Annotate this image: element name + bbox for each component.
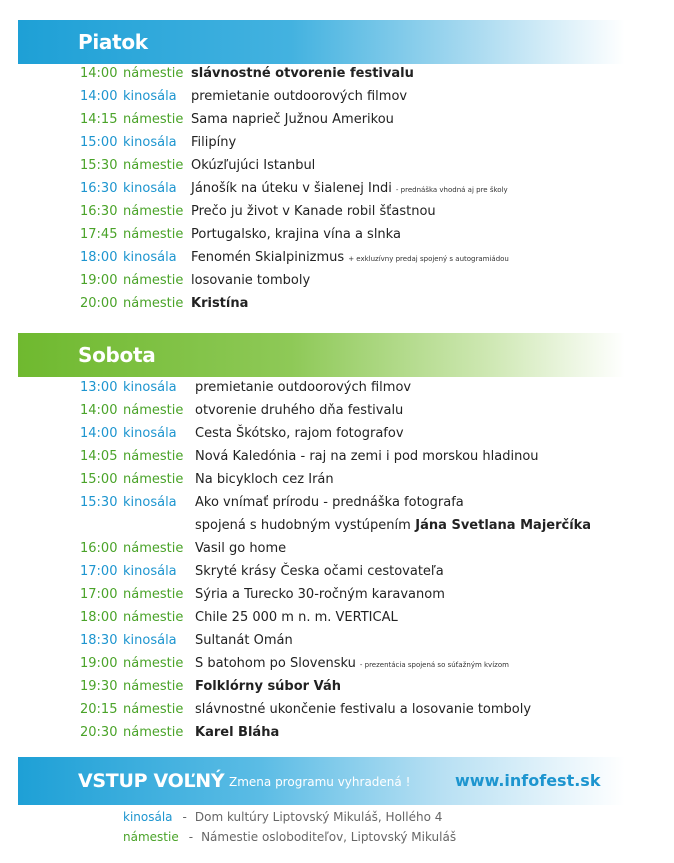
- event-time: 15:00: [80, 135, 118, 150]
- event-title-text: S batohom po Slovensku: [195, 656, 356, 671]
- schedule-row: [80, 491, 670, 514]
- event-venue: kinosála: [123, 633, 177, 648]
- schedule-row: [80, 560, 670, 583]
- schedule-row: [80, 583, 670, 606]
- event-title: [191, 85, 407, 108]
- event-venue: kinosála: [123, 426, 177, 441]
- event-time: 18:30: [80, 633, 118, 648]
- schedule-row: [80, 721, 670, 744]
- event-venue: kinosála: [123, 564, 177, 579]
- event-title-text: Portugalsko, krajina vína a slnka: [191, 227, 401, 242]
- event-title-text: otvorenie druhého dňa festivalu: [195, 403, 404, 418]
- event-title: [195, 422, 404, 445]
- event-venue: kinosála: [123, 380, 177, 395]
- event-time: 16:00: [80, 541, 118, 556]
- event-title-text: slávnostné otvorenie festivalu: [191, 66, 414, 81]
- schedule-row: [80, 200, 670, 223]
- event-venue: námestie: [123, 472, 184, 487]
- schedule-row: [80, 399, 670, 422]
- event-title: [191, 131, 236, 154]
- event-venue: námestie: [123, 449, 184, 464]
- event-note: - prednáška vhodná aj pre školy: [395, 186, 508, 194]
- event-venue: námestie: [123, 227, 184, 242]
- saturday-heading: [18, 333, 625, 377]
- event-time: 20:15: [80, 702, 118, 717]
- event-venue: námestie: [123, 679, 184, 694]
- event-title-text: premietanie outdoorových filmov: [195, 380, 412, 395]
- event-venue: kinosála: [123, 495, 177, 510]
- event-venue: námestie: [123, 610, 184, 625]
- event-title: [195, 698, 531, 721]
- venue-legend-separator: -: [188, 830, 194, 844]
- event-venue: námestie: [123, 725, 184, 740]
- venues-legend: [123, 807, 456, 847]
- event-venue: námestie: [123, 656, 184, 671]
- event-venue: námestie: [123, 66, 184, 81]
- event-title: [191, 246, 509, 271]
- venue-legend-separator: -: [182, 810, 187, 824]
- website-link[interactable]: www.infofest.sk: [455, 771, 601, 790]
- schedule-row: [80, 629, 670, 652]
- free-entry-label: VSTUP VOĽNÝ: [78, 770, 225, 792]
- schedule-row: [80, 108, 670, 131]
- event-title-text: Kristína: [191, 296, 249, 311]
- event-title: [195, 675, 341, 698]
- schedule-row: [80, 223, 670, 246]
- event-time: 15:00: [80, 472, 118, 487]
- event-title-performer: Jána Svetlana Majerčíka: [410, 518, 592, 533]
- venue-legend-address: Námestie osloboditeľov, Liptovský Mikuláš: [201, 830, 457, 844]
- event-title: [195, 721, 279, 744]
- event-time: 14:15: [80, 112, 118, 127]
- event-time: 14:00: [80, 66, 118, 81]
- event-title: [195, 399, 403, 422]
- event-title-text: premietanie outdoorových filmov: [191, 89, 408, 104]
- event-title-text: Chile 25 000 m n. m. VERTICAL: [195, 610, 398, 625]
- event-time: 14:00: [80, 403, 118, 418]
- event-title: [195, 629, 293, 652]
- event-title: [191, 200, 436, 223]
- schedule-row: [80, 468, 670, 491]
- event-title-text: Nová Kaledónia - raj na zemi i pod morskou hladinou: [195, 449, 539, 464]
- schedule-row: [80, 698, 670, 721]
- event-title: [191, 154, 315, 177]
- schedule-row: [80, 246, 670, 269]
- friday-heading: [18, 20, 625, 64]
- event-time: 20:00: [80, 296, 118, 311]
- event-title: [195, 560, 444, 583]
- schedule-row: [80, 652, 670, 675]
- event-time: 20:30: [80, 725, 118, 740]
- schedule-row: [80, 269, 670, 292]
- event-title-text: Folklórny súbor Váh: [195, 679, 341, 694]
- schedule-row: [80, 514, 670, 537]
- schedule-row: [80, 292, 670, 315]
- event-title: [191, 223, 401, 246]
- event-venue: kinosála: [123, 250, 177, 265]
- event-venue: námestie: [123, 158, 184, 173]
- event-title: [195, 445, 539, 468]
- event-title: [191, 108, 394, 131]
- event-venue: námestie: [123, 112, 184, 127]
- event-venue: námestie: [123, 296, 184, 311]
- event-time: 16:30: [80, 181, 118, 196]
- event-time: 18:00: [80, 610, 118, 625]
- event-venue: námestie: [123, 541, 184, 556]
- event-title-text: Cesta Škótsko, rajom fotografov: [195, 426, 404, 441]
- event-title-text: Skryté krásy Česka očami cestovateľa: [195, 564, 444, 579]
- event-title: [195, 468, 334, 491]
- friday-schedule: [80, 62, 670, 315]
- event-time: 14:05: [80, 449, 118, 464]
- event-title: [195, 652, 509, 677]
- schedule-row: [80, 445, 670, 468]
- venue-legend-name: námestie: [123, 830, 179, 844]
- event-time: 19:30: [80, 679, 118, 694]
- event-title: [195, 514, 591, 537]
- schedule-row: [80, 177, 670, 200]
- event-venue: námestie: [123, 587, 184, 602]
- schedule-row: [80, 422, 670, 445]
- schedule-row: [80, 675, 670, 698]
- event-title-text: Vasil go home: [195, 541, 287, 556]
- schedule-row: [80, 131, 670, 154]
- event-title-text: Okúzľujúci Istanbul: [191, 158, 316, 173]
- event-title-text: spojená s hudobným vystúpením: [195, 518, 411, 533]
- event-title-text: Na bicykloch cez Irán: [195, 472, 334, 487]
- event-time: 13:00: [80, 380, 118, 395]
- event-title: [195, 606, 398, 629]
- event-title-text: Filipíny: [191, 135, 237, 150]
- event-title: [191, 177, 508, 202]
- event-venue: kinosála: [123, 181, 177, 196]
- event-title: [195, 583, 445, 606]
- event-title: [195, 491, 464, 514]
- event-venue: kinosála: [123, 135, 177, 150]
- event-title-text: Karel Bláha: [195, 725, 280, 740]
- event-time: 17:45: [80, 227, 118, 242]
- schedule-row: [80, 537, 670, 560]
- event-note: - prezentácia spojená so súťažným kvízom: [359, 661, 509, 669]
- event-venue: námestie: [123, 204, 184, 219]
- program-change-note: Zmena programu vyhradená !: [229, 775, 411, 789]
- event-venue: námestie: [123, 702, 184, 717]
- event-title-text: Sama naprieč Južnou Amerikou: [191, 112, 394, 127]
- event-title-text: Fenomén Skialpinizmus: [191, 250, 345, 265]
- event-venue: kinosála: [123, 89, 177, 104]
- event-title-text: Sýria a Turecko 30-ročným karavanom: [195, 587, 445, 602]
- event-time: 18:00: [80, 250, 118, 265]
- event-venue: námestie: [123, 403, 184, 418]
- footer-bar: [18, 757, 625, 805]
- venue-legend-row: [123, 827, 456, 847]
- event-time: 14:00: [80, 426, 118, 441]
- venue-legend-address: Dom kultúry Liptovský Mikuláš, Hollého 4: [194, 810, 443, 824]
- event-time: 14:00: [80, 89, 118, 104]
- saturday-heading-label: Sobota: [78, 343, 156, 367]
- event-title: [195, 376, 411, 399]
- event-title-text: Sultanát Omán: [195, 633, 293, 648]
- event-title-text: slávnostné ukončenie festivalu a losovanie tomboly: [195, 702, 532, 717]
- event-title: [195, 537, 286, 560]
- event-time: 15:30: [80, 495, 118, 510]
- event-title: [191, 62, 414, 85]
- schedule-row: [80, 376, 670, 399]
- event-note: + exkluzívny predaj spojený s autogramiádou: [348, 255, 509, 263]
- saturday-schedule: [80, 376, 670, 744]
- event-time: 17:00: [80, 564, 118, 579]
- schedule-row: [80, 154, 670, 177]
- event-time: 19:00: [80, 656, 118, 671]
- schedule-row: [80, 606, 670, 629]
- event-title-text: losovanie tomboly: [191, 273, 311, 288]
- event-time: 17:00: [80, 587, 118, 602]
- event-venue: námestie: [123, 273, 184, 288]
- event-time: 15:30: [80, 158, 118, 173]
- schedule-row: [80, 62, 670, 85]
- venue-legend-row: [123, 807, 456, 827]
- event-title-text: Jánošík na úteku v šialenej Indi: [191, 181, 392, 196]
- event-time: 16:30: [80, 204, 118, 219]
- schedule-row: [80, 85, 670, 108]
- event-title: [191, 292, 248, 315]
- event-title-text: Ako vnímať prírodu - prednáška fotografa: [195, 495, 464, 510]
- event-time: 19:00: [80, 273, 118, 288]
- venue-legend-name: kinosála: [123, 810, 173, 824]
- event-title-text: Prečo ju život v Kanade robil šťastnou: [191, 204, 436, 219]
- friday-heading-label: Piatok: [78, 30, 148, 54]
- event-title: [191, 269, 310, 292]
